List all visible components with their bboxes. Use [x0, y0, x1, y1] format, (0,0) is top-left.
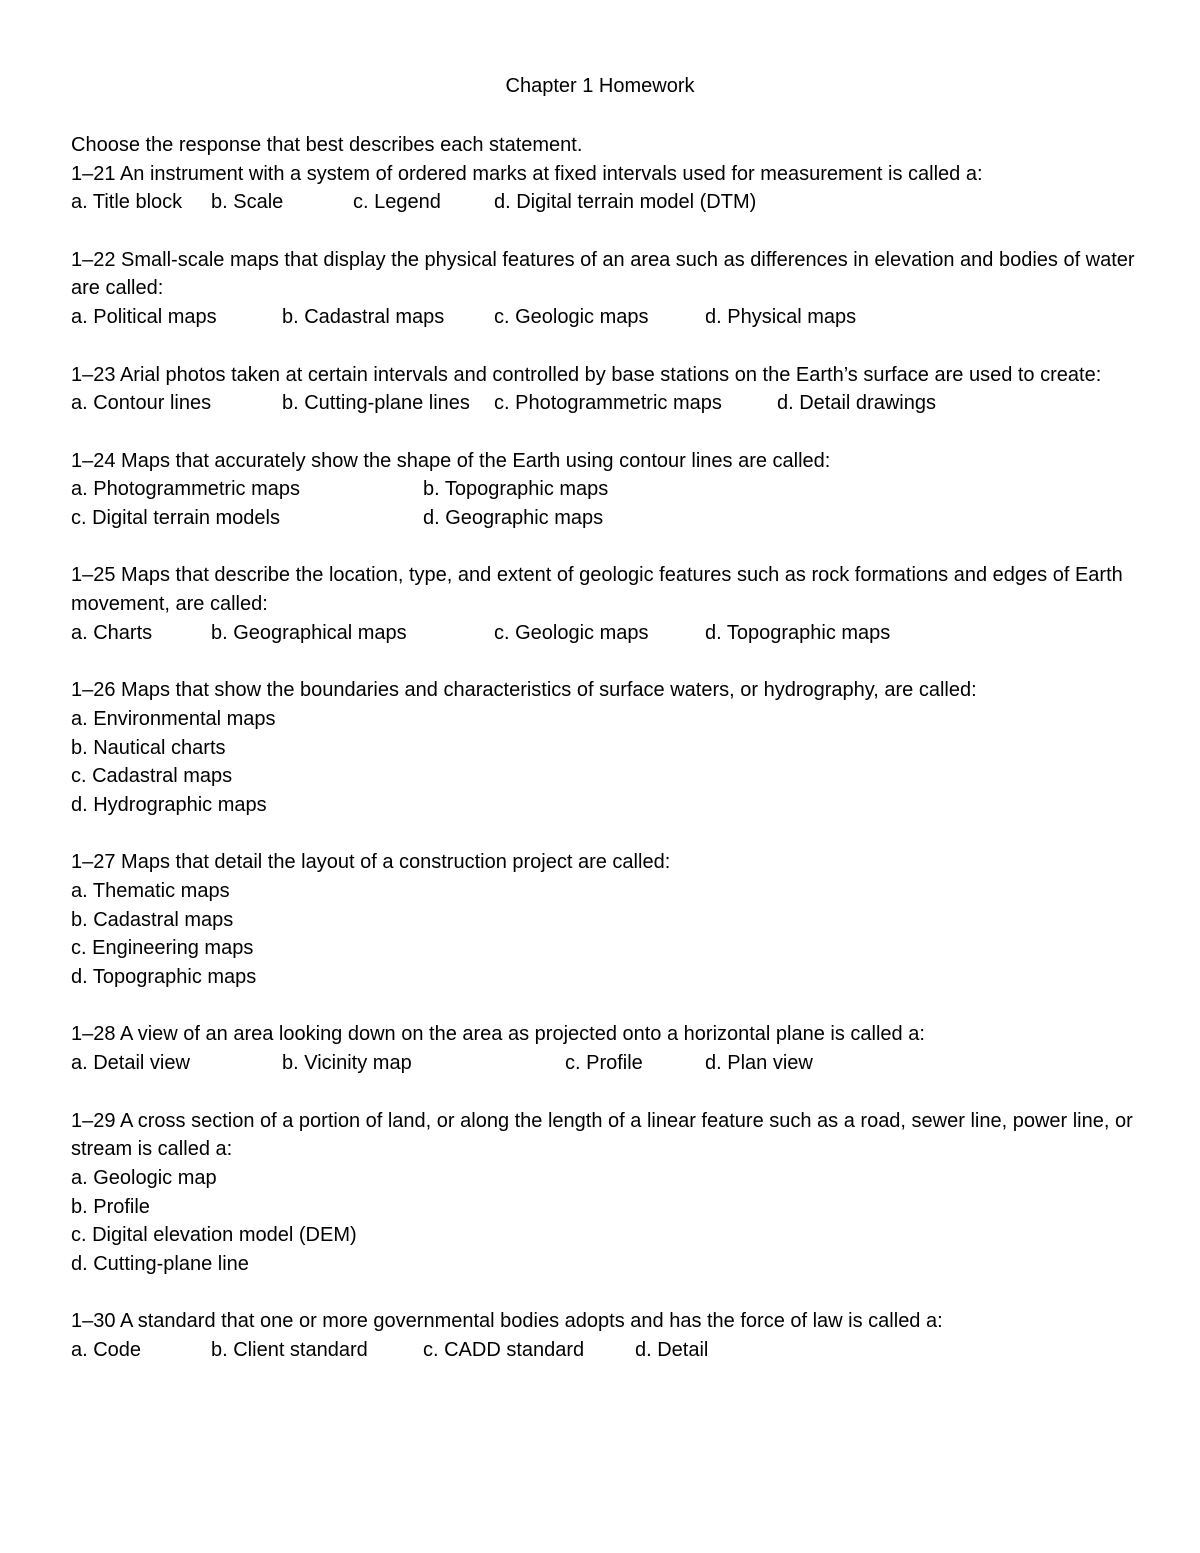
option-c: c. Legend	[353, 191, 441, 214]
option-a: a. Photogrammetric maps	[71, 478, 300, 501]
option-b: b. Geographical maps	[211, 621, 407, 644]
option-c: c. Geologic maps	[494, 306, 649, 329]
option-c: c. Digital terrain models	[71, 507, 280, 530]
question-text: 1–24 Maps that accurately show the shape of the Earth using contour lines are called:	[71, 449, 831, 472]
option-c: c. Cadastral maps	[71, 765, 233, 788]
question-1-23	[71, 361, 1141, 418]
question-1-29	[71, 1107, 1141, 1279]
option-c: c. CADD standard	[423, 1339, 585, 1362]
option-c: c. Photogrammetric maps	[494, 392, 722, 415]
option-b: b. Cadastral maps	[71, 908, 234, 931]
question-text: 1–23 Arial photos taken at certain intervals and controlled by base stations on the Earth’s surface are used to create:	[71, 363, 1102, 386]
option-d: d. Topographic maps	[705, 621, 891, 644]
option-a: a. Code	[71, 1339, 142, 1362]
option-b: b. Nautical charts	[71, 736, 226, 759]
answer-options	[71, 1336, 1141, 1365]
option-d: d. Topographic maps	[71, 966, 257, 989]
option-a: a. Political maps	[71, 306, 217, 329]
option-d: d. Geographic maps	[423, 507, 604, 530]
question-1-25	[71, 561, 1141, 647]
answer-options	[71, 389, 1141, 418]
option-b: b. Scale	[211, 191, 284, 214]
answer-options	[71, 303, 1141, 332]
question-text: 1–25 Maps that describe the location, type, and extent of geologic features such as rock formations and edges of Earth movement, are called:	[71, 564, 1123, 616]
option-a: a. Geologic map	[71, 1166, 217, 1189]
question-1-28	[71, 1020, 1141, 1077]
option-a: a. Detail view	[71, 1052, 190, 1075]
answer-options	[71, 619, 1141, 648]
question-text: 1–21 An instrument with a system of ordered marks at fixed intervals used for measurement is called a:	[71, 162, 983, 185]
option-c: c. Digital elevation model (DEM)	[71, 1224, 357, 1247]
option-d: d. Physical maps	[705, 306, 857, 329]
instructions: Choose the response that best describes each statement.	[71, 134, 583, 156]
option-a: a. Thematic maps	[71, 880, 230, 903]
option-a: a. Contour lines	[71, 392, 212, 415]
option-b: b. Vicinity map	[282, 1052, 412, 1075]
question-text: 1–26 Maps that show the boundaries and characteristics of surface waters, or hydrography, are called:	[71, 679, 977, 702]
question-list	[71, 131, 1141, 1365]
option-c: c. Engineering maps	[71, 937, 254, 960]
option-d: d. Plan view	[705, 1052, 813, 1075]
option-d: d. Hydrographic maps	[71, 793, 267, 816]
option-b: b. Cadastral maps	[282, 306, 445, 329]
option-c: c. Profile	[565, 1052, 643, 1075]
question-1-26	[71, 676, 1141, 819]
question-text: 1–28 A view of an area looking down on the area as projected onto a horizontal plane is called a:	[71, 1023, 925, 1046]
question-1-22	[71, 246, 1141, 332]
answer-options	[71, 188, 1141, 217]
option-b: b. Client standard	[211, 1339, 368, 1362]
option-d: d. Detail	[635, 1339, 709, 1362]
question-1-24	[71, 447, 1141, 533]
answer-options	[71, 475, 1141, 504]
question-text: 1–22 Small-scale maps that display the physical features of an area such as differences in elevation and bodies of water are called:	[71, 248, 1135, 300]
option-b: b. Topographic maps	[423, 478, 609, 501]
question-text: 1–30 A standard that one or more governmental bodies adopts and has the force of law is called a:	[71, 1310, 943, 1333]
question-text: 1–27 Maps that detail the layout of a construction project are called:	[71, 851, 671, 874]
question-1-27	[71, 848, 1141, 991]
option-c: c. Geologic maps	[494, 621, 649, 644]
question-1-30	[71, 1307, 1141, 1364]
option-b: b. Cutting-plane lines	[282, 392, 470, 415]
page-title: Chapter 1 Homework	[505, 75, 695, 97]
option-a: a. Charts	[71, 621, 153, 644]
option-d: d. Digital terrain model (DTM)	[494, 191, 757, 214]
option-d: d. Detail drawings	[777, 392, 936, 415]
question-text: 1–29 A cross section of a portion of land, or along the length of a linear feature such as a road, sewer line, power line, or stream is called a:	[71, 1109, 1133, 1161]
option-b: b. Profile	[71, 1195, 150, 1218]
option-a: a. Environmental maps	[71, 707, 276, 730]
answer-options	[71, 504, 1141, 533]
option-d: d. Cutting-plane line	[71, 1253, 249, 1275]
option-a: a. Title block	[71, 191, 183, 214]
answer-options	[71, 1049, 1141, 1078]
question-1-21	[71, 160, 1141, 217]
